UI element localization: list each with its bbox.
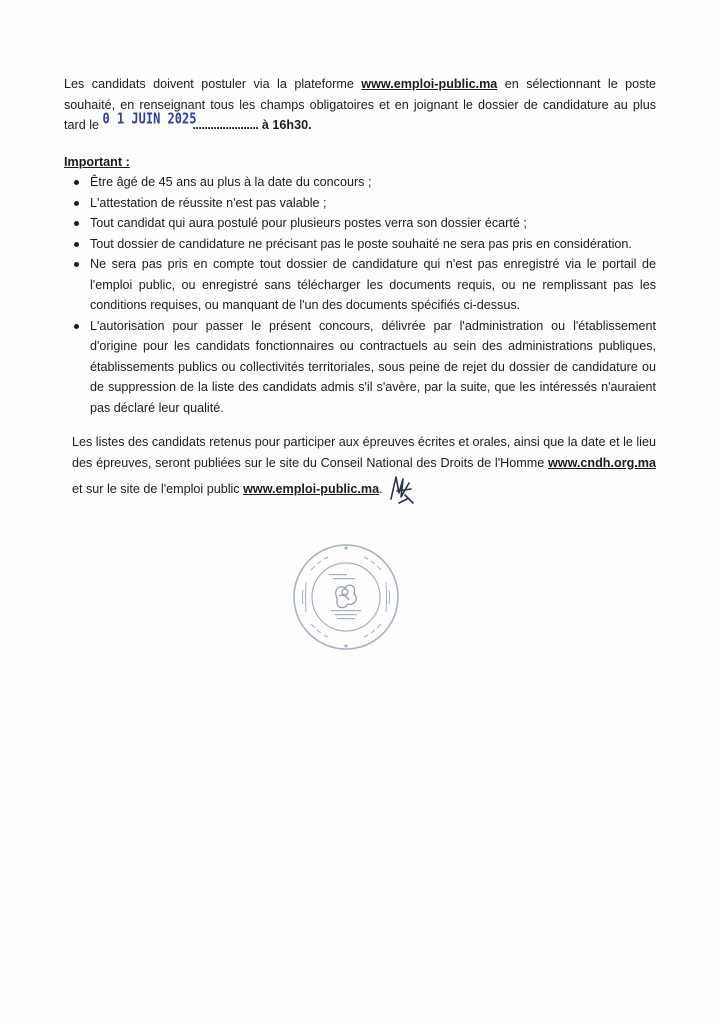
date-placeholder-dots <box>102 109 259 132</box>
dots-line: ...................... <box>192 118 259 132</box>
date-stamp: 0 1 JUIN 2025 <box>102 109 197 128</box>
important-rules-list <box>64 172 656 418</box>
cndh-link[interactable]: www.cndh.org.ma <box>548 455 656 470</box>
application-instructions <box>64 74 656 136</box>
intro-text-1: Les candidats doivent postuler via la plateforme <box>64 77 362 91</box>
signature-icon <box>387 473 415 505</box>
list-item: Tout candidat qui aura postulé pour plusieurs postes verra son dossier écarté ; <box>90 213 656 234</box>
official-seal-icon <box>289 540 403 654</box>
closing-text-3: . <box>379 482 383 496</box>
intro-text-2: en sélectionnant le poste souhaité, en renseignant tous les champs obligatoires et en joignant le dossier de candidature au plus tard le <box>64 77 656 132</box>
list-item: Tout dossier de candidature ne précisant pas le poste souhaité ne sera pas pris en considération. <box>90 234 656 255</box>
results-publication-paragraph <box>64 432 656 505</box>
document-body <box>64 74 656 505</box>
important-heading: Important : <box>64 154 130 169</box>
list-item: Ne sera pas pris en compte tout dossier de candidature qui n'est pas enregistré via le portail de l'emploi public, ou enregistré sans télécharger les documents requis, ou ne remplissant pas les conditions requises, ou manquant de l'un des documents spécifiés ci-dessus. <box>90 254 656 316</box>
list-item: L'autorisation pour passer le présent concours, délivrée par l'administration ou l'établissement d'origine pour les candidats fonctionnaires ou contractuels au sein des administrations publiques, établissements publics ou collectivités territoriales, sous peine de rejet du dossier de candidature ou de suppression de la liste des candidats admis s'il s'avère, par la suite, que les intéressés n'auraient pas déclaré leur qualité. <box>90 316 656 419</box>
list-item: L'attestation de réussite n'est pas valable ; <box>90 193 656 214</box>
emploi-public-link[interactable]: www.emploi-public.ma <box>243 482 380 496</box>
closing-text-2: et sur le site de l'emploi public <box>72 482 244 496</box>
deadline-time: à 16h30. <box>258 118 312 132</box>
emploi-public-link[interactable]: www.emploi-public.ma <box>361 77 498 91</box>
list-item: Être âgé de 45 ans au plus à la date du concours ; <box>90 172 656 193</box>
closing-text-1: Les listes des candidats retenus pour participer aux épreuves écrites et orales, ainsi que la date et le lieu des épreuves, seront publiées sur le site du Conseil National des Droits de l'Homme <box>72 435 656 470</box>
